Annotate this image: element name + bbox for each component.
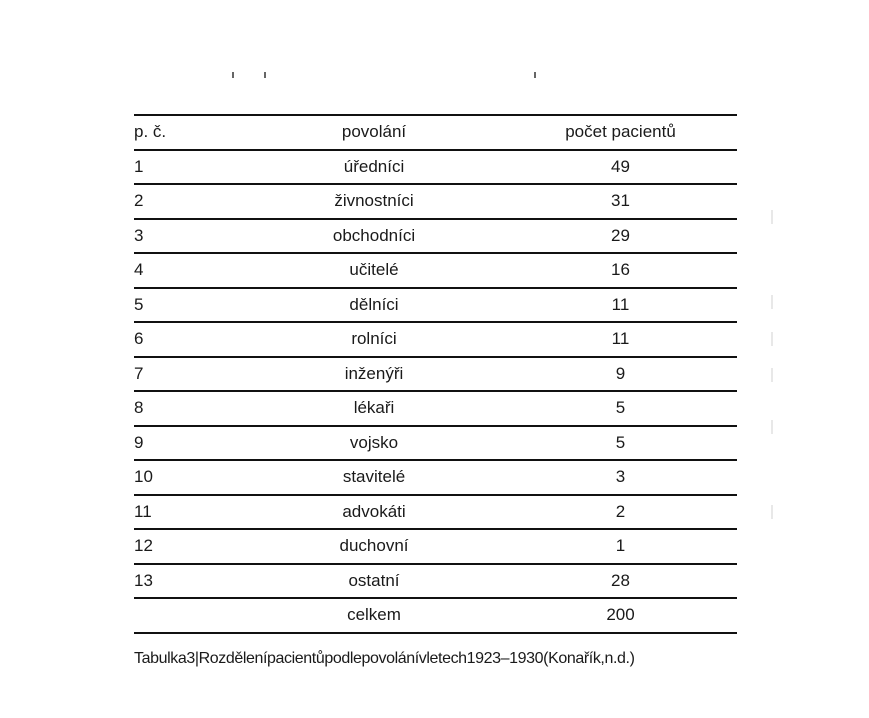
row-patient-count: 5: [615, 432, 626, 452]
row-number: 9: [134, 432, 144, 452]
edge-mark: [771, 420, 773, 434]
row-occupation: ostatní: [348, 570, 400, 590]
row-patient-count: 28: [611, 570, 630, 590]
table-row: [134, 288, 737, 323]
cropped-text-line: [230, 72, 590, 80]
row-occupation: dělníci: [349, 294, 399, 314]
table-row: [134, 184, 737, 219]
row-number: 6: [134, 329, 144, 349]
row-occupation: advokáti: [342, 501, 406, 521]
total-label: celkem: [347, 605, 401, 625]
row-number: 3: [134, 225, 144, 245]
row-occupation: úředníci: [343, 156, 405, 176]
total-patient-count: 200: [606, 605, 635, 625]
table-row: [134, 253, 737, 288]
row-number: 2: [134, 191, 144, 211]
table-row: [134, 391, 737, 426]
edge-mark: [771, 332, 773, 346]
table-row: [134, 219, 737, 254]
edge-mark: [771, 210, 773, 224]
row-patient-count: 9: [615, 363, 626, 383]
row-number: 12: [134, 536, 153, 556]
row-occupation: stavitelé: [342, 467, 406, 487]
row-occupation: vojsko: [349, 432, 399, 452]
row-number: 10: [134, 467, 153, 487]
patients-by-occupation-table: [134, 114, 737, 634]
table-total-row: [134, 598, 737, 633]
row-number: 11: [134, 501, 152, 521]
row-patient-count: 2: [615, 501, 626, 521]
header-number: p. č.: [134, 122, 167, 142]
row-occupation: živnostníci: [334, 191, 414, 211]
table-row: [134, 529, 737, 564]
row-occupation: duchovní: [339, 536, 409, 556]
row-number: 7: [134, 363, 144, 383]
table-caption: Tabulka3|Rozdělenípacientůpodlepovolánívletech1923–1930(Konařík,n.d.): [134, 650, 635, 667]
edge-mark: [771, 368, 773, 382]
row-patient-count: 29: [611, 225, 630, 245]
row-number: 5: [134, 294, 144, 314]
table-row: [134, 150, 737, 185]
table-header-row: [134, 115, 737, 150]
header-patient-count: počet pacientů: [565, 122, 676, 142]
row-occupation: učitelé: [349, 260, 399, 280]
table-row: [134, 357, 737, 392]
row-patient-count: 49: [611, 156, 630, 176]
row-number: 1: [134, 156, 144, 176]
row-occupation: inženýři: [344, 363, 404, 383]
row-patient-count: 11: [611, 329, 630, 349]
row-occupation: lékaři: [353, 398, 395, 418]
edge-mark: [771, 505, 773, 519]
table-row: [134, 460, 737, 495]
row-occupation: rolníci: [351, 329, 397, 349]
table-row: [134, 426, 737, 461]
row-patient-count: 1: [615, 536, 626, 556]
row-occupation: obchodníci: [332, 225, 416, 245]
table-row: [134, 495, 737, 530]
table-row: [134, 564, 737, 599]
total-number: [134, 598, 244, 633]
row-patient-count: 11: [611, 294, 630, 314]
row-patient-count: 3: [615, 467, 626, 487]
row-patient-count: 31: [611, 191, 630, 211]
row-number: 13: [134, 570, 153, 590]
table-row: [134, 322, 737, 357]
edge-mark: [771, 295, 773, 309]
row-number: 8: [134, 398, 144, 418]
row-patient-count: 16: [611, 260, 630, 280]
header-occupation: povolání: [341, 122, 407, 142]
row-patient-count: 5: [615, 398, 626, 418]
row-number: 4: [134, 260, 144, 280]
